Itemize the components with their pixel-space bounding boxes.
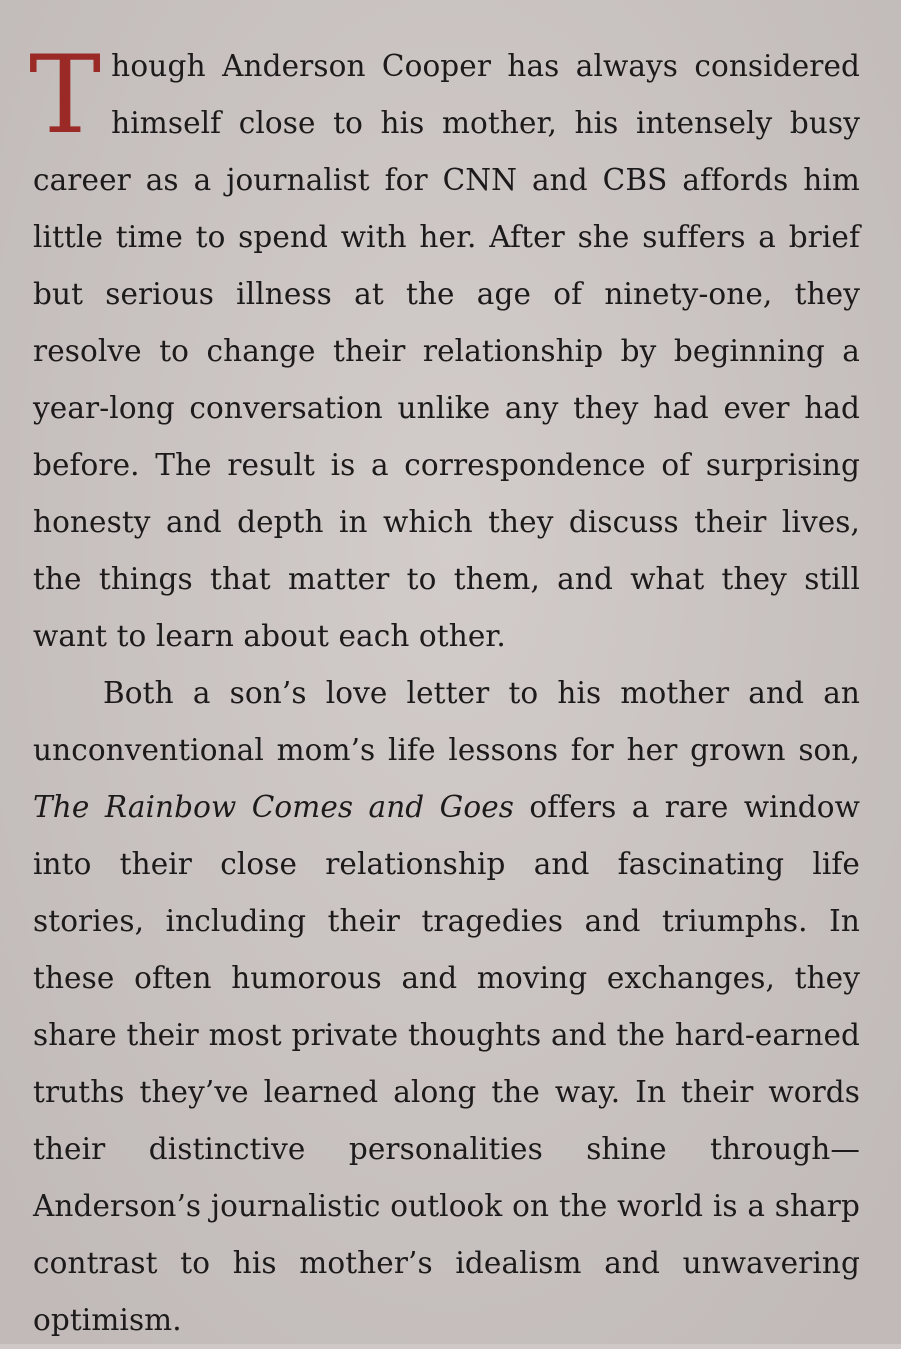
description-paragraph-1 <box>29 33 860 665</box>
book-title: The Rainbow Comes and Goes <box>33 790 515 824</box>
book-description <box>29 33 861 1349</box>
paragraph-2-text-before: Both a son’s love letter to his mother and an unconventional mom’s life lessons for her grown son, <box>33 676 860 767</box>
drop-cap-letter: T <box>29 33 102 158</box>
description-paragraph-2 <box>33 665 860 1349</box>
first-word-remainder: hough <box>111 49 206 83</box>
paragraph-2-text-after: offers a rare window into their close relationship and fascinating life stories, including their tragedies and triumphs. In these often humorous and moving exchanges, they share their most private thoughts and the hard-earned truths they’ve learned along the way. In their words their distinctive personalities shine through—Anderson’s journalistic outlook on the world is a sharp contrast to his mother’s idealism and unwavering optimism. <box>33 790 861 1337</box>
paragraph-1-text: Anderson Cooper has always considered himself close to his mother, his intensely busy career as a journalist for CNN and CBS affords him little time to spend with her. After she suffers a brief but serious illness at the age of ninety-one, they resolve to change their relationship by beginning a year-long conversation unlike any they had ever had before. The result is a correspondence of surprising honesty and depth in which they discuss their lives, the things that matter to them, and what they still want to learn about each other. <box>33 49 860 653</box>
